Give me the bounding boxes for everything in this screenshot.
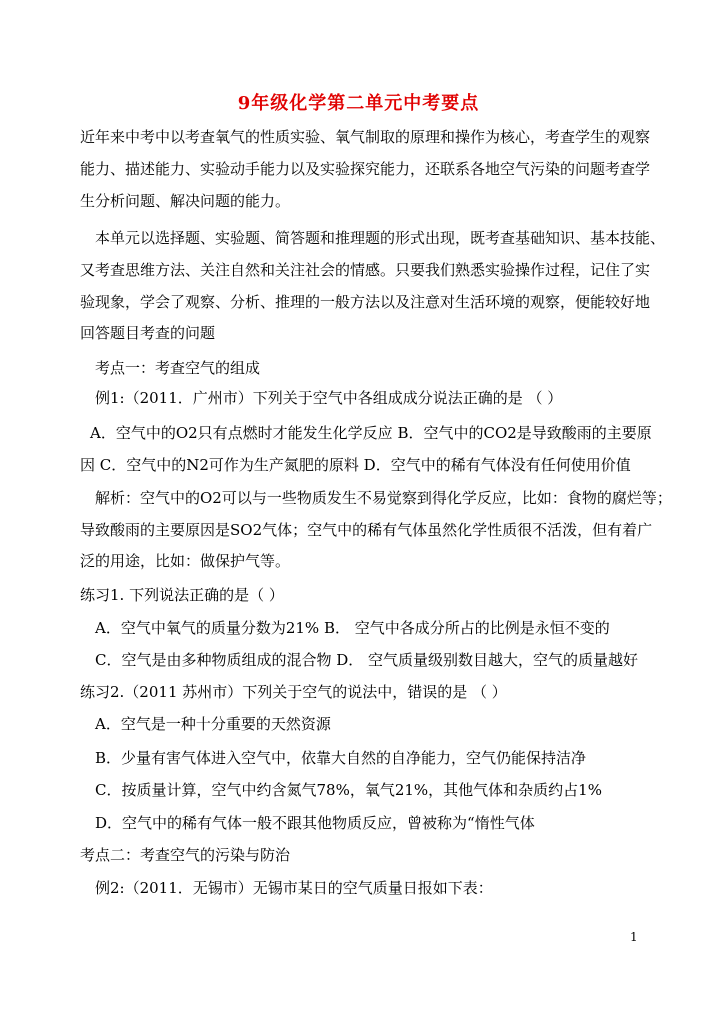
exercise-2-option-c: C．按质量计算，空气中约含氮气78%，氧气21%，其他气体和杂质约占1% (95, 781, 602, 799)
example-2-question: 例2:（2011．无锡市）无锡市某日的空气质量日报如下表： (95, 879, 493, 897)
example-1-question: 例1:（2011．广州市）下列关于空气中各组成成分说法正确的是 （ ） (95, 389, 563, 407)
example-1-analysis-line-2: 导致酸雨的主要原因是SO2气体；空气中的稀有气体虽然化学性质很不活泼，但有着广 (80, 521, 653, 539)
page-number: 1 (630, 930, 638, 944)
paragraph2-line-4: 回答题目考查的问题 (80, 324, 216, 342)
exercise-2-question: 练习2.（2011 苏州市）下列关于空气的说法中，错误的是 （ ） (80, 683, 507, 701)
example-1-analysis-line-3: 泛的用途，比如：做保护气等。 (80, 552, 291, 570)
example-1-options-line-2: 因 C．空气中的N2可作为生产氮肥的原料 D．空气中的稀有气体没有任何使用价值 (80, 456, 631, 474)
kaodian-2-heading: 考点二：考查空气的污染与防治 (80, 846, 291, 864)
kaodian-1-heading: 考点一：考查空气的组成 (95, 359, 261, 377)
paragraph2-line-1: 本单元以选择题、实验题、简答题和推理题的形式出现，既考查基础知识、基本技能、 (95, 229, 666, 247)
exercise-1-options-cd: C．空气是由多种物质组成的混合物 D． 空气质量级别数目越大，空气的质量越好 (95, 651, 639, 669)
example-1-options-line-1: A．空气中的O2只有点燃时才能发生化学反应 B．空气中的CO2是导致酸雨的主要原 (90, 424, 652, 442)
intro-line-2: 能力、描述能力、实验动手能力以及实验探究能力，还联系各地空气污染的问题考查学 (80, 160, 651, 178)
exercise-2-option-a: A．空气是一种十分重要的天然资源 (95, 715, 331, 733)
document-title: 9年级化学第二单元中考要点 (237, 93, 480, 114)
exercise-1-options-ab: A．空气中氧气的质量分数为21% B． 空气中各成分所占的比例是永恒不变的 (95, 619, 610, 637)
exercise-1-question: 练习1. 下列说法正确的是（ ） (80, 586, 284, 604)
paragraph2-line-3: 验现象，学会了观察、分析、推理的一般方法以及注意对生活环境的观察，便能较好地 (80, 293, 651, 311)
exercise-2-option-d: D．空气中的稀有气体一般不跟其他物质反应，曾被称为“惰性气体 (95, 814, 535, 832)
intro-line-3: 生分析问题、解决问题的能力。 (80, 192, 291, 210)
paragraph2-line-2: 又考查思维方法、关注自然和关注社会的情感。只要我们熟悉实验操作过程，记住了实 (80, 261, 651, 279)
exercise-2-option-b: B．少量有害气体进入空气中，依靠大自然的自净能力，空气仍能保持洁净 (95, 749, 587, 767)
example-1-analysis-line-1: 解析：空气中的O2可以与一些物质发生不易觉察到得化学反应，比如：食物的腐烂等； (95, 489, 672, 507)
intro-line-1: 近年来中考中以考查氧气的性质实验、氧气制取的原理和操作为核心，考查学生的观察 (80, 128, 651, 146)
